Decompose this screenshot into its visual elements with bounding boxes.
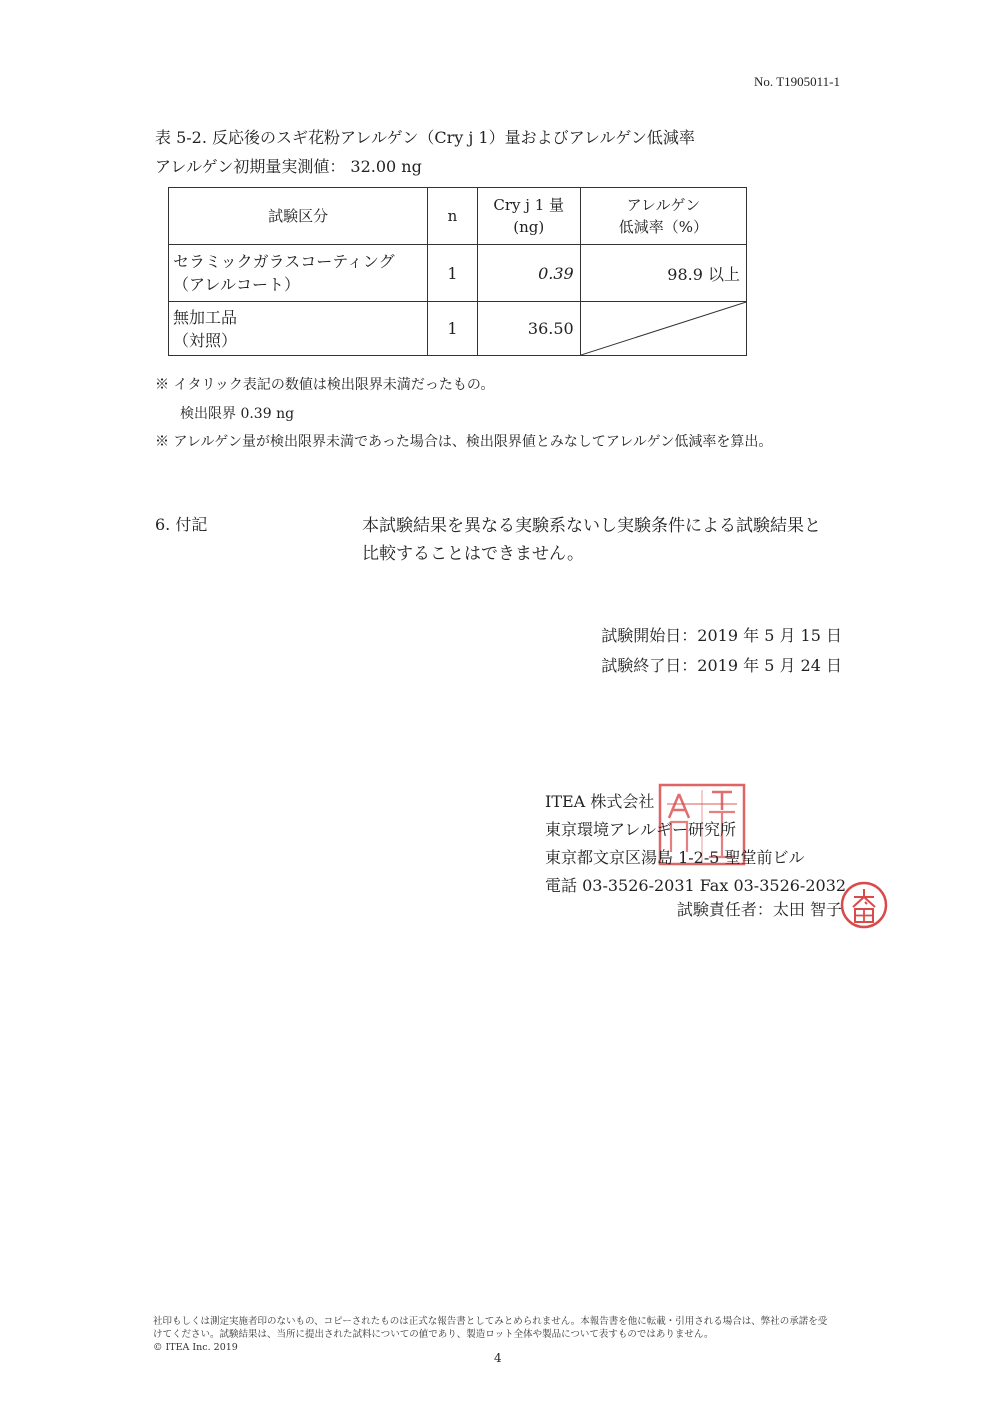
table-caption: 表 5-2. 反応後のスギ花粉アレルゲン（Cry j 1）量およびアレルゲン低減率 [155, 128, 695, 147]
header-cry-line1: Cry j 1 量 [493, 196, 565, 214]
header-reduction-rate [580, 188, 746, 245]
header-rate-line1: アレルゲン [626, 196, 701, 214]
document-number: No. T1905011-1 [754, 74, 840, 89]
company-address: 東京都文京区湯島 1-2-5 聖堂前ビル [545, 848, 805, 867]
row-name-line2: （対照） [173, 330, 238, 350]
row-amount: 0.39 [477, 245, 580, 302]
footer-disclaimer [153, 1315, 827, 1354]
initial-amount: アレルゲン初期量実測値： 32.00 ng [155, 157, 422, 176]
note-detection-limit: 検出限界 0.39 ng [180, 406, 295, 422]
header-category: 試験区分 [169, 188, 428, 245]
row-amount: 36.50 [477, 302, 580, 356]
company-block [545, 788, 846, 900]
company-name: ITEA 株式会社 [545, 792, 655, 811]
row-n: 1 [428, 245, 477, 302]
row-name-line1: セラミックガラスコーティング [173, 252, 395, 271]
row-name-line2: （アレルコート） [173, 275, 300, 294]
test-end-date: 試験終了日：2019 年 5 月 24 日 [601, 656, 842, 675]
section-6-line2: 比較することはできません。 [362, 544, 585, 564]
test-responsible: 試験責任者：太田 智子 [676, 900, 842, 919]
row-rate: 98.9 以上 [580, 245, 746, 302]
diagonal-line-icon [581, 302, 746, 355]
row-name [169, 302, 428, 356]
test-dates [601, 621, 842, 681]
row-name-line1: 無加工品 [173, 307, 238, 327]
header-n: n [428, 188, 477, 245]
header-cry-line2: (ng) [513, 218, 545, 236]
header-cry-amount [477, 188, 580, 245]
footer-copyright: © ITEA Inc. 2019 [153, 1342, 238, 1353]
note-italic: ※ イタリック表記の数値は検出限界未満だったもの。 [155, 377, 495, 393]
section-6-line1: 本試験結果を異なる実験系ないし実験条件による試験結果と [362, 516, 821, 536]
section-6-body [362, 512, 821, 568]
header-rate-line2: 低減率（%） [618, 218, 708, 236]
table-row [169, 302, 747, 356]
test-start-date: 試験開始日：2019 年 5 月 15 日 [601, 626, 842, 645]
company-phone: 電話 03-3526-2031 Fax 03-3526-2032 [545, 876, 847, 895]
row-name [169, 245, 428, 302]
lab-name: 東京環境アレルギー研究所 [545, 820, 736, 839]
table-header-row [169, 188, 747, 245]
table-row [169, 245, 747, 302]
footer-line2: けてください。試験結果は、当所に提出された試料についての値であり、製造ロット全体や製品について表すものではありません。 [153, 1329, 714, 1340]
personal-seal-stamp [839, 880, 889, 930]
results-table [168, 187, 747, 356]
page-number: 4 [494, 1351, 502, 1365]
section-6-heading: 6. 付記 [155, 515, 208, 534]
footer-line1: 社印もしくは測定実施者印のないもの、コピーされたものは正式な報告書としてみとめられません。本報告書を他に転載・引用される場合は、弊社の承諾を受 [153, 1316, 828, 1327]
row-rate-empty-diagonal [580, 302, 746, 356]
note-calculation: ※ アレルゲン量が検出限界未満であった場合は、検出限界値とみなしてアレルゲン低減率を算出。 [155, 434, 773, 450]
row-n: 1 [428, 302, 477, 356]
